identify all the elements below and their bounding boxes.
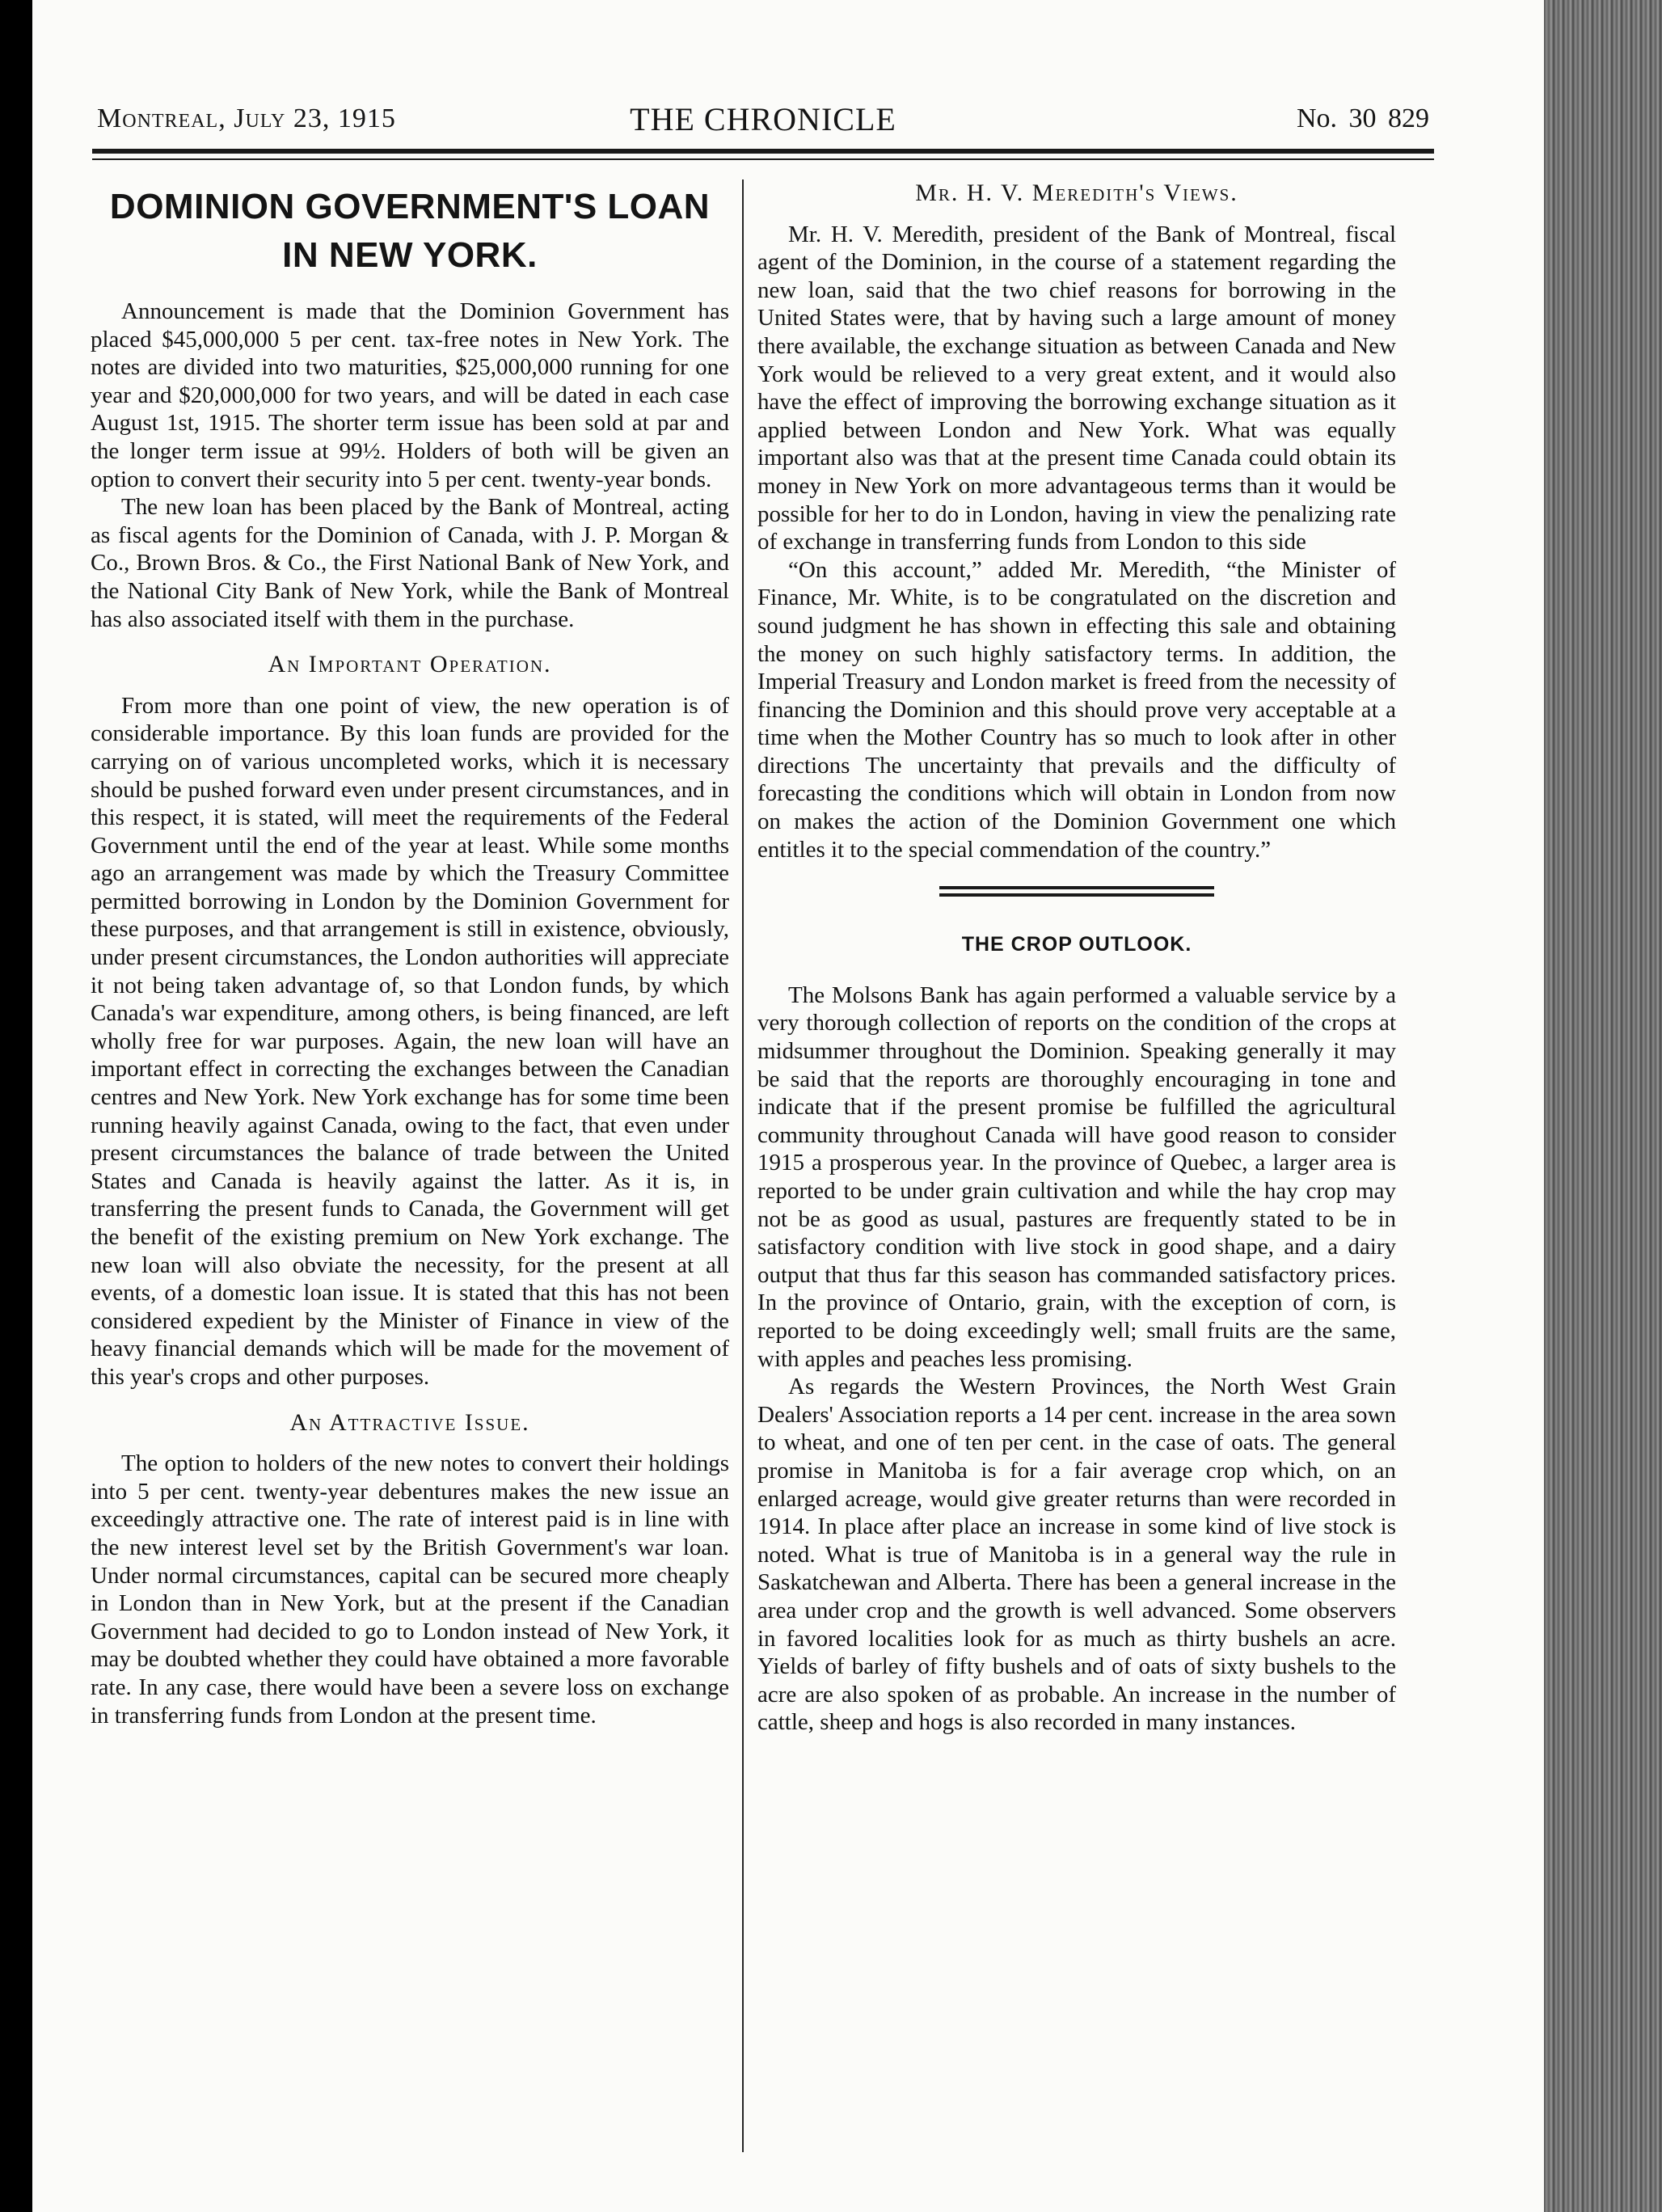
intro-paragraph-1: Announcement is made that the Dominion Government has placed $45,000,000 5 per cent. tax-free notes in New York. The notes are divided into two maturities, $25,000,000 running for one year and $20,000,000 for two years, and will be dated in each case August 1st, 1915. The shorter term issue has been sold at par and the longer term issue at 99½. Holders of both will be given an option to convert their security into 5 per cent. twenty-year bonds.	[91, 298, 729, 492]
publication-title: THE CHRONICLE	[630, 101, 896, 137]
subheading-meredith-views: Mr. H. V. Meredith's Views.	[915, 179, 1238, 206]
header-rule-thin	[92, 158, 1434, 160]
operation-paragraph: From more than one point of view, the new operation is of considerable importance. By this loan funds are provided for the carrying on of various uncompleted works, which it is necessary should be pushed forward even under present circumstances, and in this respect, it is stated, will meet the requirements of the Federal Government until the end of the year at least. While some months ago an arrangement was made by which the Treasury Committee permitted borrowing in London by the Dominion Government for these purposes, and that arrangement is still in existence, obviously, under present circumstances, the London authorities will appreciate it not being taken advantage of, so that London funds, by which Canada's war expenditure, among others, is being financed, are left wholly free for war purposes. Again, the new loan will have an important effect in correcting the exchanges between the Canadian centres and New York. New York exchange has for some time been running heavily against Canada, owing to the fact, that even under present circumstances the balance of trade between the United States and Canada is heavily against the latter. As it is, in transferring the present funds to Canada, the Government will get the benefit of the existing premium on New York exchange. The new loan will also obviate the necessity, for the present at all events, of a domestic loan issue. It is stated that this has not been considered expedient by the Minister of Finance in view of the heavy financial demands which will be made for the movement of this year's crops and other purposes.	[91, 692, 729, 1390]
section-divider-rule	[939, 886, 1214, 897]
subheading-important-operation: An Important Operation.	[268, 651, 552, 678]
crop-paragraph-2: As regards the Western Provinces, the North West Grain Dealers' Association reports a 14 per cent. increase in the area sown to wheat, and one of ten per cent. in the case of oats. The general promise in Manitoba is for a fair average crop which, on an enlarged acreage, would give greater returns than were recorded in 1914. In place after place an increase in some kind of live stock is noted. What is true of Manitoba is in a general way the rule in Saskatchewan and Alberta. There has been a general increase in the area under crop and the growth is well advanced. Some observers in favored localities look for as much as thirty bushels an acre. Yields of barley of fifty bushels and of oats of sixty bushels to the acre are also spoken of as probable. An increase in the number of cattle, sheep and hogs is also recorded in many instances.	[757, 1374, 1396, 1736]
crop-paragraph-1: The Molsons Bank has again performed a valuable service by a very thorough collection of reports on the condition of the crops at midsummer throughout the Dominion. Speaking generally it may be said that the reports are thoroughly encouraging in tone and indicate that if the present promise be fulfilled the agricultural community throughout Canada will have good reason to consider 1915 a prosperous year. In the province of Quebec, a larger area is reported to be under grain cultivation and while the hay crop may not be as good as usual, pastures are frequently stated to be in satisfactory condition with live stock in good shape, and a dairy output that thus far this season has commanded satisfactory prices. In the province of Ontario, grain, with the exception of corn, is reported to be doing exceedingly well; small fruits are the same, with apples and peaches less promising.	[757, 981, 1396, 1372]
page-header	[97, 103, 1429, 144]
article-headline: DOMINION GOVERNMENT'S LOAN IN NEW YORK.	[109, 187, 711, 275]
left-column	[91, 179, 729, 1729]
meredith-paragraph-2: “On this account,” added Mr. Meredith, “the Minister of Finance, Mr. White, is to be congratulated on the discretion and sound judgment he has shown in effecting this sale and obtaining the money on such highly satisfactory terms. In addition, the Imperial Treasury and London market is freed from the necessity of financing the Dominion and this should prove very acceptable at a time when the Mother Country has so much to look after in other directions The uncertainty that prevails and the difficulty of forecasting the conditions which will obtain in London from now on makes the action of the Dominion Government one which entitles it to the special commendation of the country.”	[757, 556, 1396, 863]
column-divider	[742, 179, 744, 2152]
attractive-issue-paragraph: The option to holders of the new notes to convert their holdings into 5 per cent. twenty-year debentures makes the new issue an exceedingly attractive one. The rate of interest paid is in line with the new interest level set by the British Government's war loan. Under normal circumstances, capital can be secured more cheaply in London than in New York, but at the present if the Canadian Government had decided to go to London instead of New York, it may be doubted whether they could have obtained a more favorable rate. In any case, there would have been a severe loss on exchange in transferring funds from London at the present time.	[91, 1450, 729, 1729]
crop-outlook-headline: THE CROP OUTLOOK.	[961, 933, 1192, 956]
right-column	[757, 179, 1396, 1737]
header-date: Montreal, July 23, 1915	[97, 103, 396, 133]
newspaper-page	[32, 0, 1544, 2212]
meredith-paragraph-1: Mr. H. V. Meredith, president of the Bank of Montreal, fiscal agent of the Dominion, in the course of a statement regarding the new loan, said that the two chief reasons for borrowing in the United States were, that by having such a large amount of money there available, the exchange situation as between Canada and New York would be relieved to a very great extent, and it would also have the effect of improving the borrowing exchange situation as it applied between London and New York. What was equally important also was that at the present time Canada could obtain its money in New York on more advantageous terms than it would be possible for her to do in London, having in view the penalizing rate of exchange in transferring funds from London to this side	[757, 221, 1396, 555]
subheading-attractive-issue: An Attractive Issue.	[289, 1408, 530, 1436]
header-rule-thick	[92, 149, 1434, 154]
intro-paragraph-2: The new loan has been placed by the Bank of Montreal, acting as fiscal agents for the Dominion of Canada, with J. P. Morgan & Co., Brown Bros. & Co., the First National Bank of New York, and the National City Bank of New York, while the Bank of Montreal has also associated itself with them in the purchase.	[91, 494, 729, 632]
book-page-edges	[1544, 0, 1662, 2212]
issue-page-number: No. 30 829	[1296, 103, 1429, 133]
